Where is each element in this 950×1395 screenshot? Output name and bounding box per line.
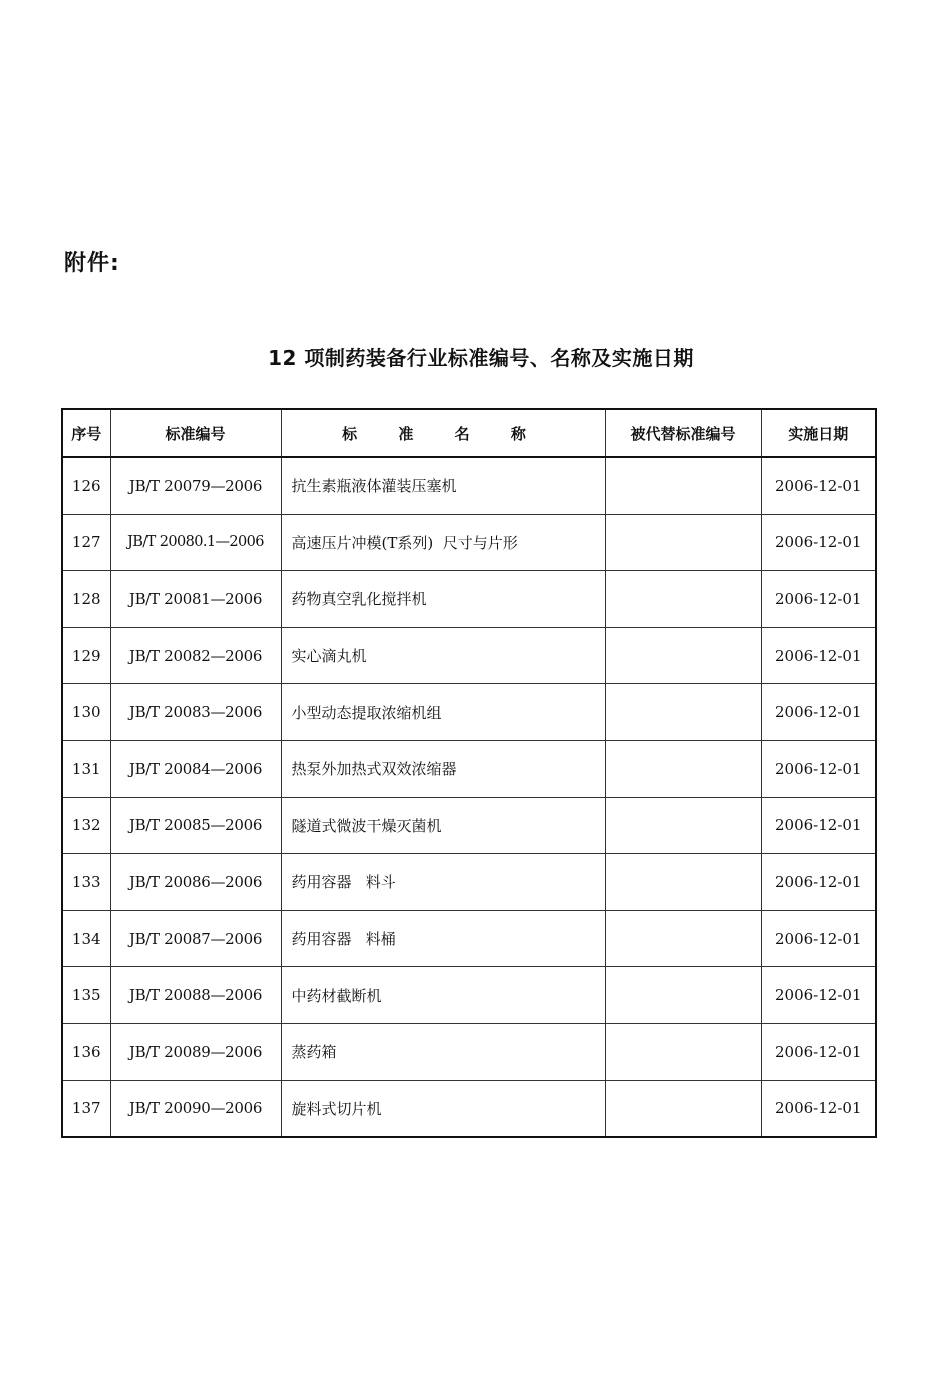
cell-date: 2006-12-01: [761, 627, 876, 684]
cell-code: JB/T 20085—2006: [110, 797, 281, 854]
cell-name: 药用容器 料斗: [281, 854, 605, 911]
cell-replaced: [605, 1080, 761, 1137]
cell-replaced: [605, 1023, 761, 1080]
table-row: [62, 854, 876, 911]
cell-name: 高速压片冲模(T系列) 尺寸与片形: [281, 514, 605, 571]
page-title: 12 项制药装备行业标准编号、名称及实施日期: [268, 346, 694, 370]
cell-name: 抗生素瓶液体灌装压塞机: [281, 457, 605, 514]
cell-date: 2006-12-01: [761, 514, 876, 571]
standards-table: [61, 408, 877, 1138]
table-row: [62, 797, 876, 854]
header-code: 标准编号: [110, 409, 281, 457]
cell-seq: 137: [62, 1080, 110, 1137]
table-header-row: [62, 409, 876, 457]
header-replaced: 被代替标准编号: [605, 409, 761, 457]
cell-date: 2006-12-01: [761, 1080, 876, 1137]
cell-name: 药用容器 料桶: [281, 910, 605, 967]
cell-seq: 126: [62, 457, 110, 514]
cell-seq: 133: [62, 854, 110, 911]
cell-code: JB/T 20088—2006: [110, 967, 281, 1024]
cell-replaced: [605, 627, 761, 684]
cell-date: 2006-12-01: [761, 1023, 876, 1080]
table-row: [62, 514, 876, 571]
cell-seq: 132: [62, 797, 110, 854]
cell-seq: 129: [62, 627, 110, 684]
cell-replaced: [605, 967, 761, 1024]
table-row: [62, 1023, 876, 1080]
cell-replaced: [605, 740, 761, 797]
cell-code: JB/T 20089—2006: [110, 1023, 281, 1080]
cell-date: 2006-12-01: [761, 967, 876, 1024]
cell-seq: 135: [62, 967, 110, 1024]
cell-date: 2006-12-01: [761, 571, 876, 628]
cell-seq: 136: [62, 1023, 110, 1080]
cell-date: 2006-12-01: [761, 854, 876, 911]
cell-name: 隧道式微波干燥灭菌机: [281, 797, 605, 854]
cell-code: JB/T 20090—2006: [110, 1080, 281, 1137]
header-seq: 序号: [62, 409, 110, 457]
cell-replaced: [605, 514, 761, 571]
cell-replaced: [605, 854, 761, 911]
cell-seq: 128: [62, 571, 110, 628]
header-name: [281, 409, 605, 457]
table-row: [62, 740, 876, 797]
cell-code: JB/T 20080.1—2006: [110, 514, 281, 571]
cell-replaced: [605, 457, 761, 514]
cell-seq: 131: [62, 740, 110, 797]
cell-name: 药物真空乳化搅拌机: [281, 571, 605, 628]
table-row: [62, 627, 876, 684]
cell-date: 2006-12-01: [761, 740, 876, 797]
table-row: [62, 571, 876, 628]
header-name-text: 标 准 名 称: [342, 424, 544, 443]
cell-date: 2006-12-01: [761, 797, 876, 854]
cell-seq: 130: [62, 684, 110, 741]
cell-name: 中药材截断机: [281, 967, 605, 1024]
table-row: [62, 457, 876, 514]
table-row: [62, 684, 876, 741]
cell-seq: 134: [62, 910, 110, 967]
cell-code: JB/T 20079—2006: [110, 457, 281, 514]
cell-code: JB/T 20084—2006: [110, 740, 281, 797]
cell-name: 实心滴丸机: [281, 627, 605, 684]
cell-replaced: [605, 797, 761, 854]
cell-code: JB/T 20082—2006: [110, 627, 281, 684]
cell-date: 2006-12-01: [761, 457, 876, 514]
table-row: [62, 967, 876, 1024]
header-date: 实施日期: [761, 409, 876, 457]
cell-replaced: [605, 684, 761, 741]
cell-code: JB/T 20083—2006: [110, 684, 281, 741]
table-row: [62, 910, 876, 967]
attachment-label: 附件:: [64, 251, 120, 276]
cell-date: 2006-12-01: [761, 910, 876, 967]
cell-code: JB/T 20087—2006: [110, 910, 281, 967]
cell-code: JB/T 20081—2006: [110, 571, 281, 628]
cell-name: 旋料式切片机: [281, 1080, 605, 1137]
cell-name: 蒸药箱: [281, 1023, 605, 1080]
cell-replaced: [605, 910, 761, 967]
cell-replaced: [605, 571, 761, 628]
cell-name: 热泵外加热式双效浓缩器: [281, 740, 605, 797]
table-row: [62, 1080, 876, 1137]
cell-name: 小型动态提取浓缩机组: [281, 684, 605, 741]
cell-seq: 127: [62, 514, 110, 571]
cell-code: JB/T 20086—2006: [110, 854, 281, 911]
cell-date: 2006-12-01: [761, 684, 876, 741]
